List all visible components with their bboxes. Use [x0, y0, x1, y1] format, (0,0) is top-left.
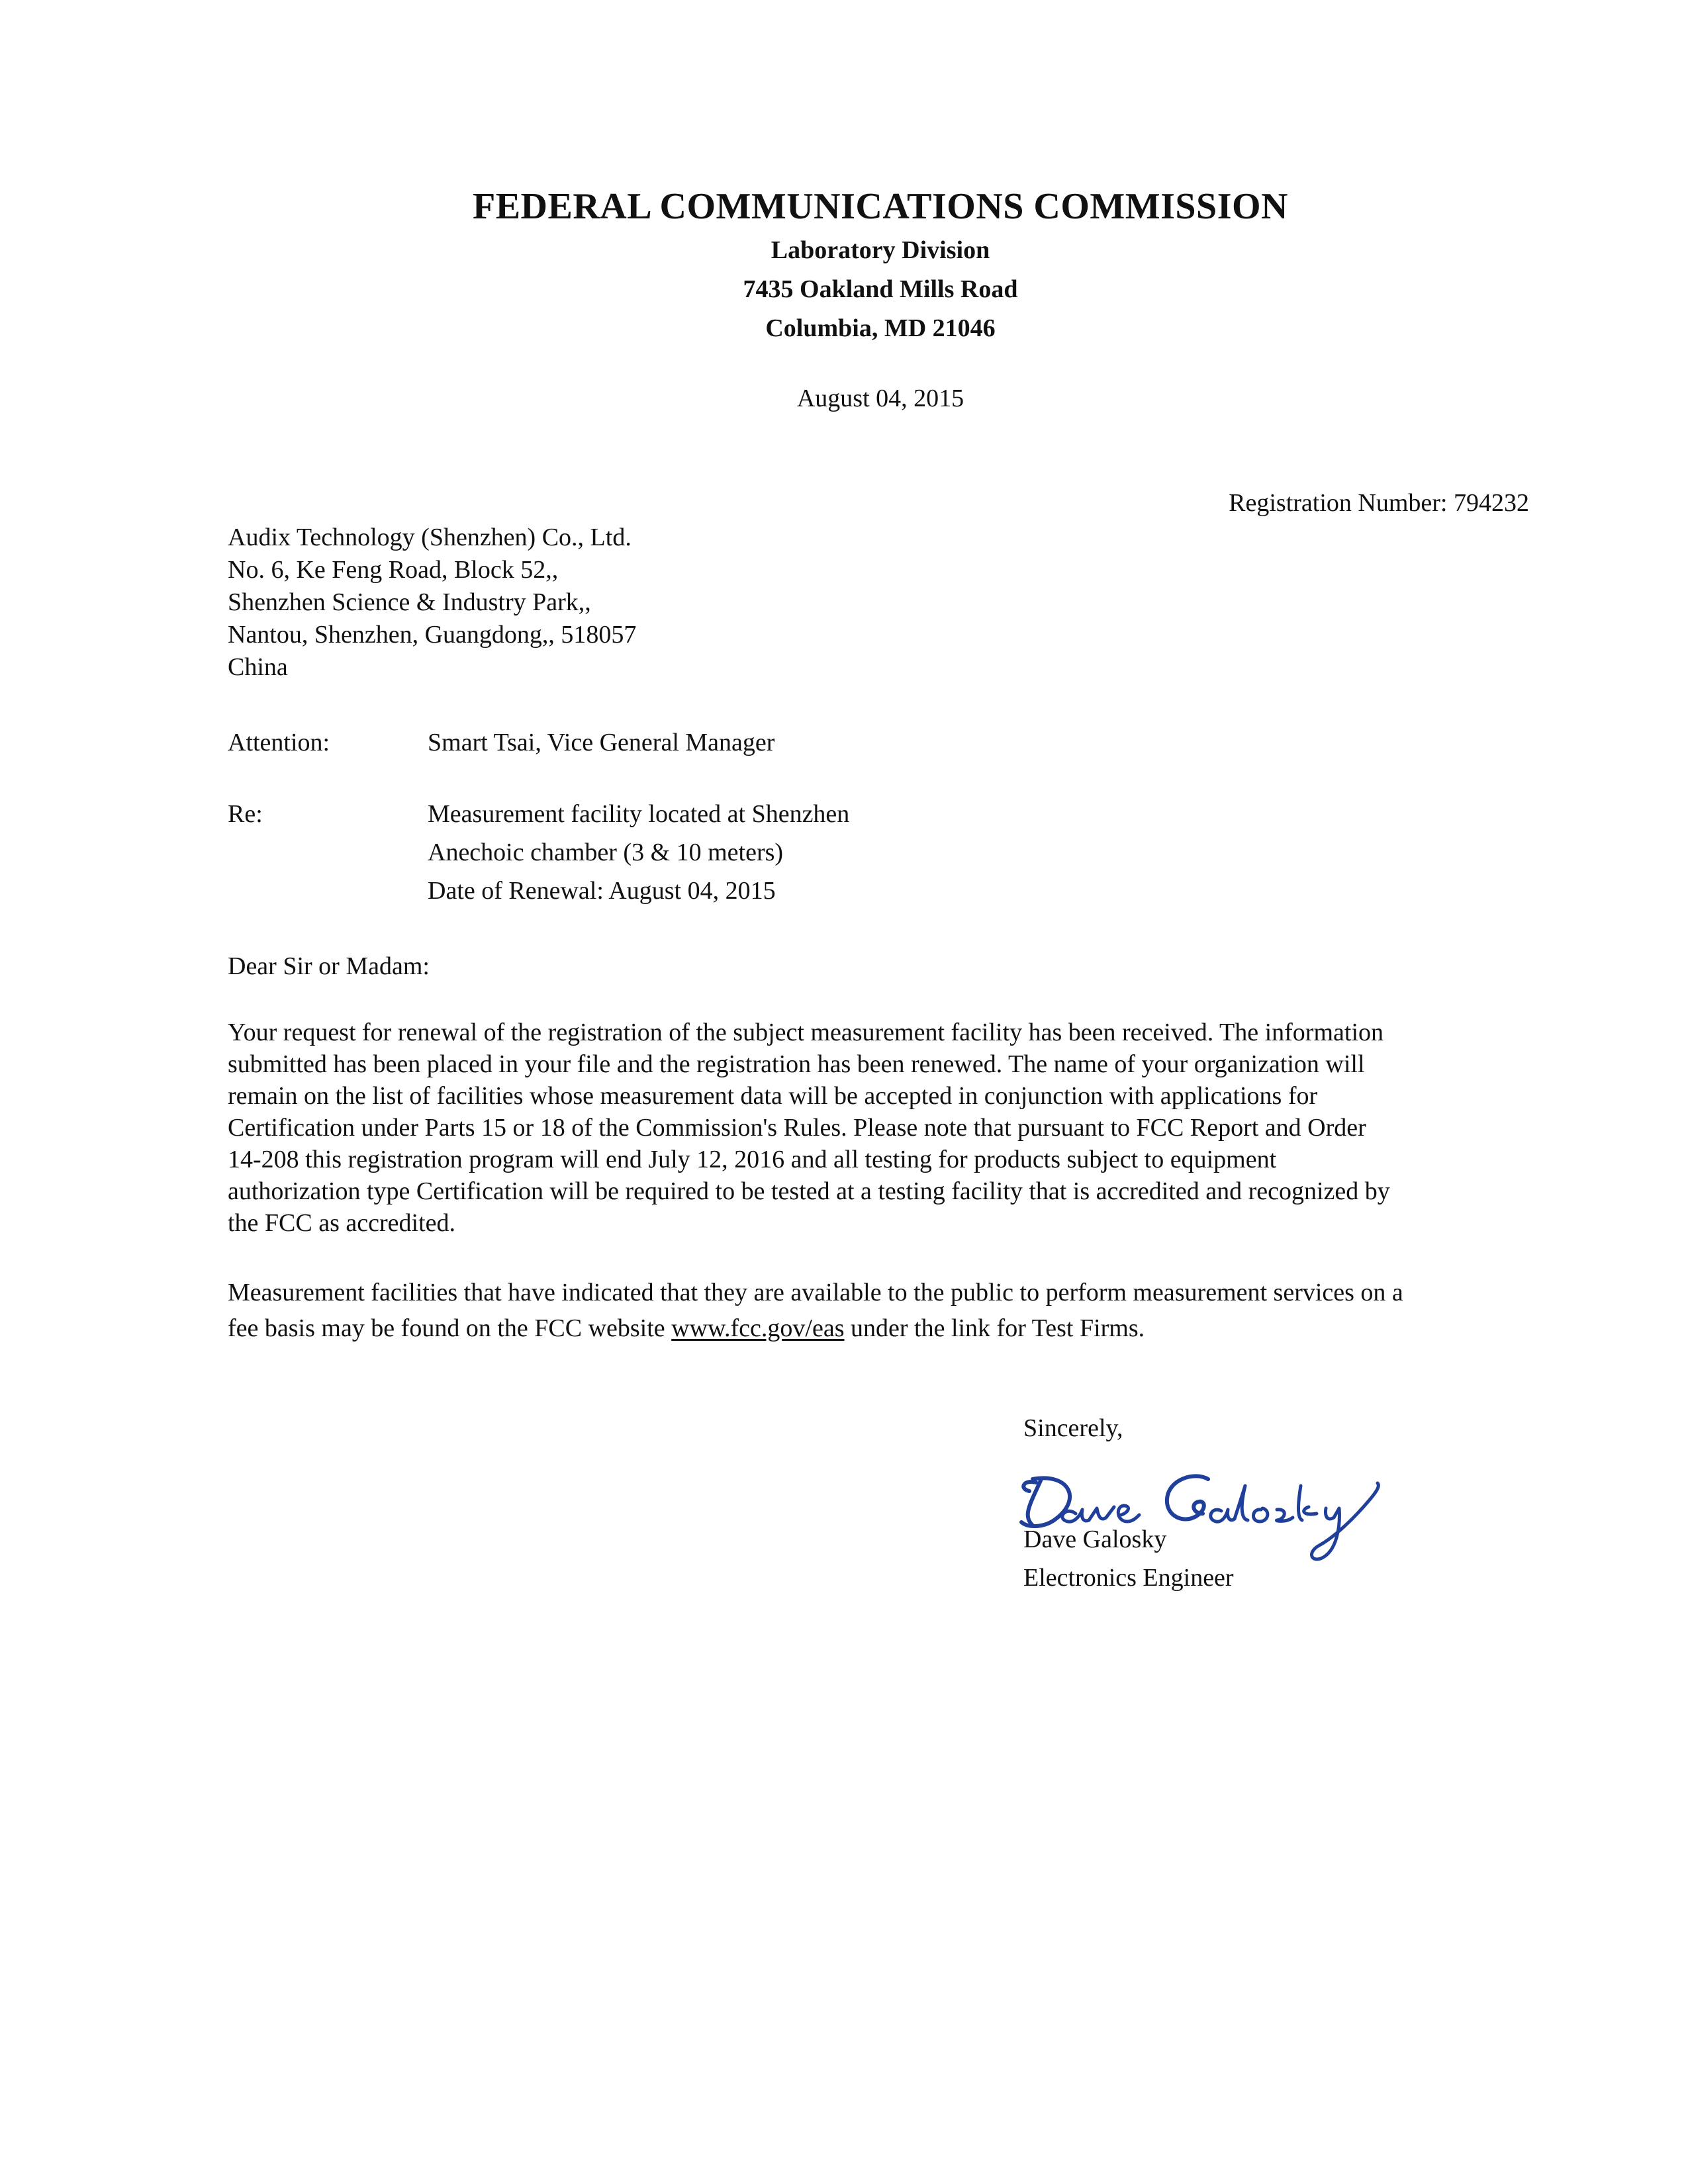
- salutation: Dear Sir or Madam:: [228, 952, 430, 980]
- address-line: Shenzhen Science & Industry Park,,: [228, 588, 591, 616]
- address-line: Audix Technology (Shenzhen) Co., Ltd.: [228, 523, 632, 551]
- attention-label: Attention:: [228, 729, 330, 756]
- paragraph-line: Your request for renewal of the registration of the subject measurement facility has been received. The information: [228, 1019, 1383, 1046]
- registration-number: Registration Number: 794232: [1229, 489, 1529, 517]
- agency-street: 7435 Oakland Mills Road: [743, 275, 1018, 303]
- signer-name: Dave Galosky: [1023, 1525, 1167, 1553]
- fcc-website-link[interactable]: www.fcc.gov/eas: [671, 1314, 845, 1342]
- re-line: Measurement facility located at Shenzhen: [428, 800, 850, 828]
- re-line: Anechoic chamber (3 & 10 meters): [428, 839, 784, 866]
- paragraph-line: authorization type Certification will be required to be tested at a testing facility that is accredited and recognized by: [228, 1177, 1390, 1205]
- paragraph-line: Certification under Parts 15 or 18 of the Commission's Rules. Please note that pursuant to FCC Report and Order: [228, 1114, 1366, 1142]
- agency-name: FEDERAL COMMUNICATIONS COMMISSION: [473, 186, 1288, 227]
- paragraph-text: fee basis may be found on the FCC website: [228, 1314, 665, 1342]
- attention-value: Smart Tsai, Vice General Manager: [428, 729, 775, 756]
- division-name: Laboratory Division: [771, 236, 990, 264]
- signer-title: Electronics Engineer: [1023, 1564, 1234, 1592]
- paragraph-line: submitted has been placed in your file and the registration has been renewed. The name of your organization will: [228, 1050, 1365, 1078]
- paragraph-line: 14-208 this registration program will end July 12, 2016 and all testing for products subject to equipment: [228, 1146, 1277, 1173]
- re-label: Re:: [228, 800, 263, 828]
- address-line: China: [228, 653, 288, 681]
- valediction: Sincerely,: [1023, 1414, 1123, 1442]
- body-paragraph-1: [228, 1017, 1519, 1239]
- paragraph-line: [228, 1310, 1519, 1346]
- address-line: No. 6, Ke Feng Road, Block 52,,: [228, 556, 559, 584]
- address-line: Nantou, Shenzhen, Guangdong,, 518057: [228, 621, 637, 649]
- body-paragraph-2: [228, 1275, 1519, 1346]
- paragraph-line: Measurement facilities that have indicated that they are available to the public to perform measurement services on a: [228, 1279, 1403, 1306]
- agency-city: Columbia, MD 21046: [765, 314, 996, 342]
- letter-date: August 04, 2015: [796, 385, 964, 412]
- paragraph-line: the FCC as accredited.: [228, 1209, 456, 1237]
- re-line: Date of Renewal: August 04, 2015: [428, 877, 776, 905]
- paragraph-line: remain on the list of facilities whose measurement data will be accepted in conjunction with applications for: [228, 1082, 1318, 1110]
- paragraph-text: under the link for Test Firms.: [851, 1314, 1145, 1342]
